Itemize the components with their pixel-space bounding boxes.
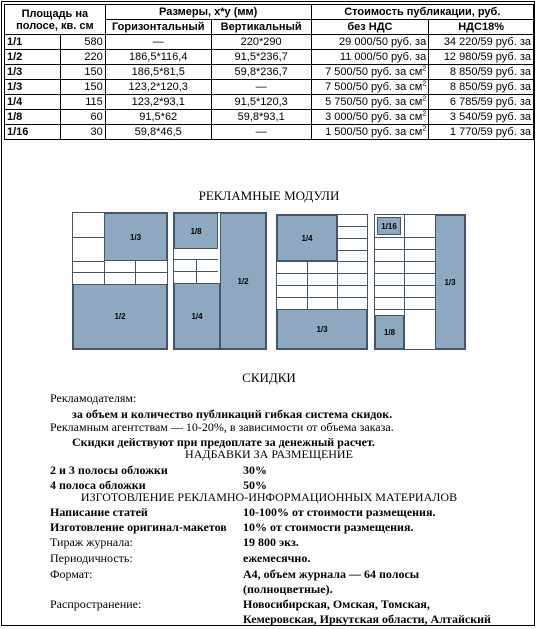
distribution-value: Новосибирская, Омская, Томская, xyxy=(243,597,430,611)
module-1-2-block: 1/2 xyxy=(73,284,167,349)
production-articles-label: Написание статей xyxy=(50,505,148,519)
discount-agencies-text: Рекламным агентствам — 10-20%, в зависимости от объема заказа. xyxy=(50,420,394,434)
production-articles-value: 10-100% от стоимости размещения. xyxy=(243,505,436,519)
discount-advertisers-label: Рекламодателям: xyxy=(50,391,137,405)
module-1-8-block: 1/8 xyxy=(174,213,218,249)
module-1-16-block: 1/16 xyxy=(377,217,401,235)
discount-prepay-text: Скидки действуют при предоплате за денежный расчет. xyxy=(72,435,375,449)
col-novat-header: без НДС xyxy=(311,20,429,35)
periodicity-value: ежемесячно. xyxy=(243,551,311,565)
production-layouts-value: 10% от стоимости размещения. xyxy=(243,520,414,534)
surcharges-title: НАДБАВКИ ЗА РАЗМЕЩЕНИЕ xyxy=(185,447,353,461)
module-1-8-vertical-block: 1/8 xyxy=(375,315,404,349)
module-1-3-vertical-block: 1/3 xyxy=(435,215,465,349)
module-layout-d xyxy=(374,214,466,350)
module-layout-c xyxy=(276,214,368,350)
distribution-value-cont: Кемеровская, Иркутская области, Алтайский xyxy=(243,612,491,626)
format-value-cont: (полноцветные). xyxy=(243,582,333,596)
table-row: 1/3 150 123,2*120,3 — 7 500/50 руб. за $см^2$ 8 850/59 руб. за xyxy=(5,80,534,95)
production-title: ИЗГОТОВЛЕНИЕ РЕКЛАМНО-ИНФОРМАЦИОННЫХ МАТЕРИАЛОВ xyxy=(80,490,458,504)
col-vertical-header: Вертикальный xyxy=(211,20,311,35)
table-row: 1/1 580 — 220*290 29 000/50 руб. за 34 220/59 руб. за xyxy=(5,35,534,50)
module-1-2-vertical-block: 1/2 xyxy=(220,213,266,349)
circulation-label: Тираж журнала: xyxy=(50,535,133,549)
table-row: 1/3 150 186,5*81,5 59,8*236,7 7 500/50 руб. за $см^2$ 8 850/59 руб. за xyxy=(5,65,534,80)
discounts-title: СКИДКИ xyxy=(242,370,296,385)
periodicity-label: Периодичность: xyxy=(50,551,133,565)
module-1-3-horizontal-block: 1/3 xyxy=(277,309,367,349)
module-layout-b xyxy=(173,212,267,350)
ad-rates-sheet xyxy=(1,1,535,626)
table-row: 1/8 60 91,5*62 59,8*93,1 3 000/50 руб. за $см^2$ 3 540/59 руб. за xyxy=(5,110,534,125)
surcharge-cover23-label: 2 и 3 полосы обложки xyxy=(50,463,168,477)
col-sizes-header: Размеры, x*y (мм) xyxy=(105,5,311,20)
module-layout-a xyxy=(72,212,168,350)
col-area-header: Площадь на полосе, кв. см xyxy=(5,5,106,35)
circulation-value: 19 800 экз. xyxy=(243,535,299,549)
module-1-4-square-block: 1/4 xyxy=(277,215,337,261)
discount-volume-text: за объем и количество публикаций гибкая система скидок. xyxy=(72,407,393,421)
col-cost-header: Стоимость публикации, руб. xyxy=(311,5,533,20)
production-layouts-label: Изготовление оригинал-макетов xyxy=(50,520,227,534)
table-row: 1/16 30 59,8*46,5 — 1 500/50 руб. за $см^2$ 1 770/59 руб. за xyxy=(5,125,534,140)
format-label: Формат: xyxy=(50,567,93,581)
col-vat-header: НДС18% xyxy=(429,20,534,35)
price-table xyxy=(4,4,534,140)
module-1-4-block: 1/4 xyxy=(174,283,220,349)
module-1-3-block: 1/3 xyxy=(104,213,167,261)
col-horizontal-header: Горизонтальный xyxy=(105,20,211,35)
modules-title: РЕКЛАМНЫЕ МОДУЛИ xyxy=(198,188,340,203)
format-value: А4, объем журнала — 64 полосы xyxy=(243,567,420,581)
surcharge-cover23-value: 30% xyxy=(243,463,267,477)
distribution-label: Распространение: xyxy=(50,597,142,611)
surcharge-cover4-label: 4 полоса обложки xyxy=(50,478,146,492)
surcharge-cover4-value: 50% xyxy=(243,478,267,492)
table-row: 1/2 220 186,5*116,4 91,5*236,7 11 000/50 руб. за 12 980/59 руб. за xyxy=(5,50,534,65)
table-row: 1/4 115 123,2*93,1 91,5*120,3 5 750/50 руб. за $см^2$ 6 785/59 руб. за xyxy=(5,95,534,110)
